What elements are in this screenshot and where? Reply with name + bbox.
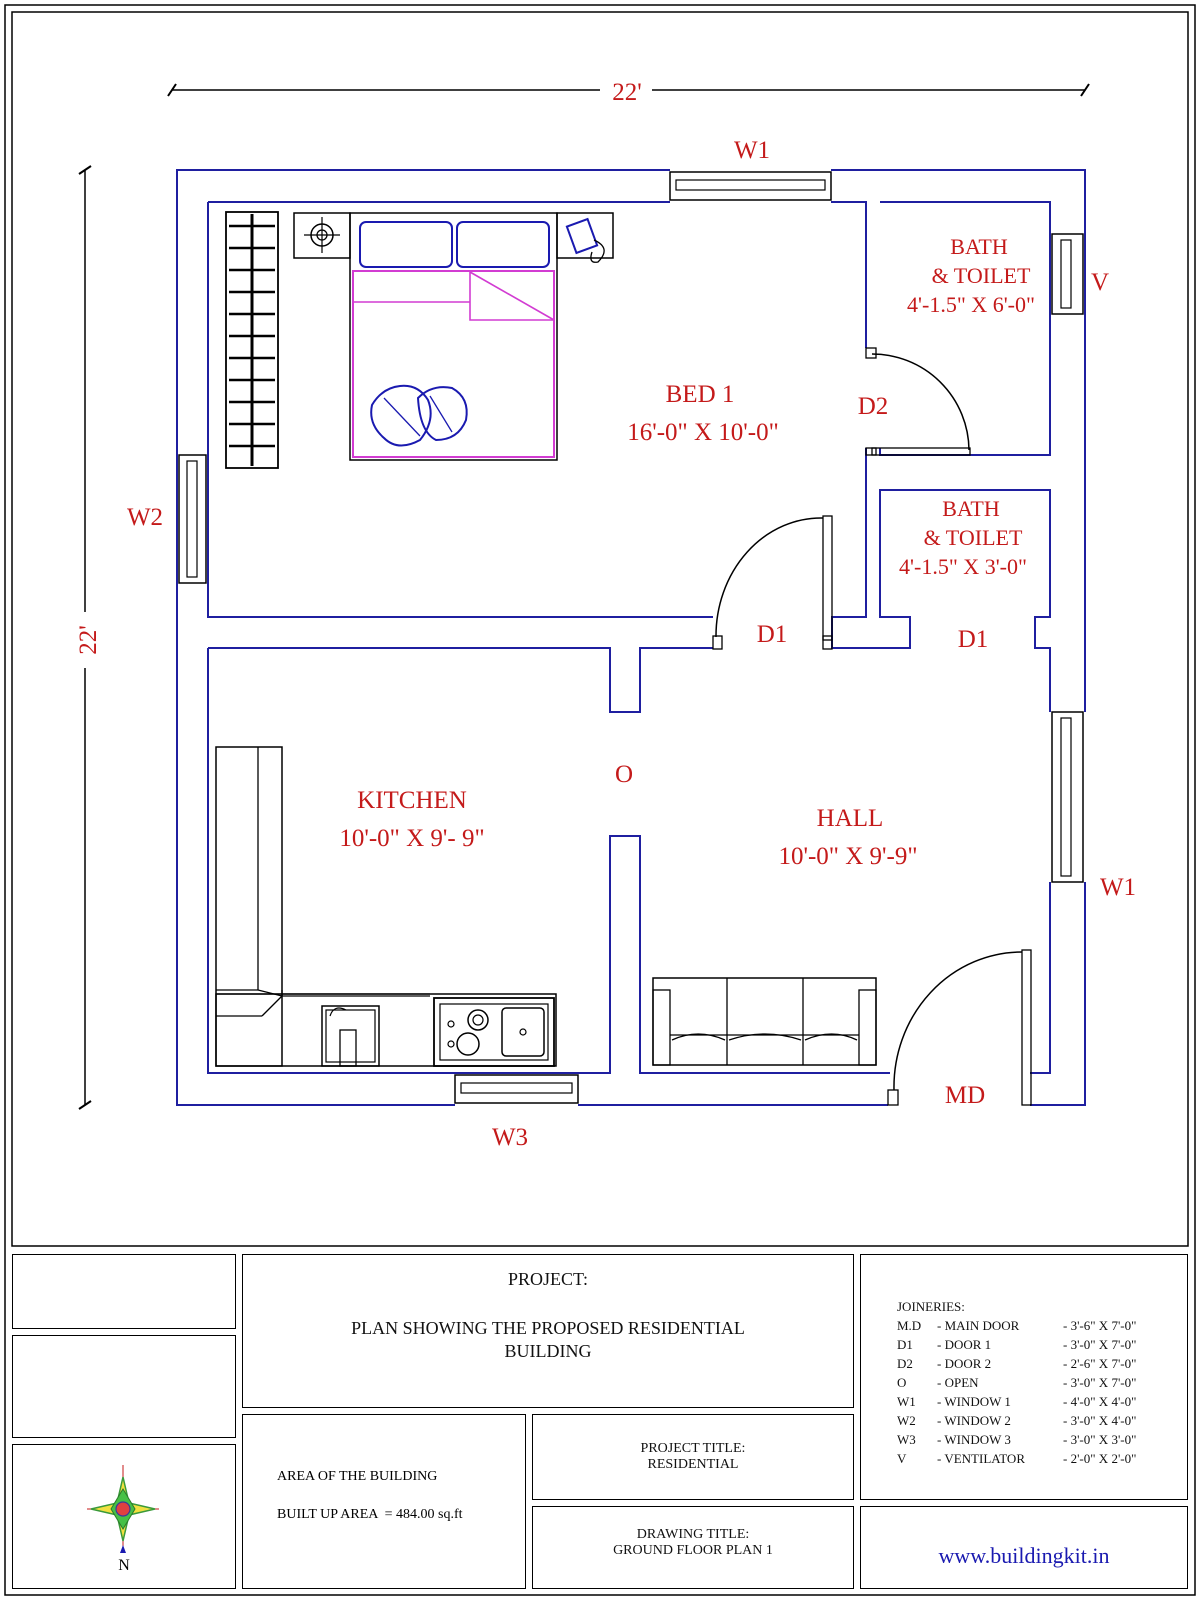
bath-1-name-line1: BATH xyxy=(950,234,1008,259)
bath-2-name-line2: & TOILET xyxy=(923,525,1023,550)
project-description-line1: PLAN SHOWING THE PROPOSED RESIDENTIAL xyxy=(351,1318,745,1338)
project-label: PROJECT: xyxy=(507,1269,589,1289)
joineries-label: JOINERIES: xyxy=(897,1299,965,1314)
joinery-code: D1 xyxy=(897,1337,913,1352)
bed xyxy=(350,213,557,460)
joinery-row xyxy=(897,1449,1136,1468)
compass-rose-icon xyxy=(83,1459,163,1559)
joinery-name: - OPEN xyxy=(937,1375,979,1390)
joinery-size: - 2'-6" X 7'-0" xyxy=(1063,1356,1137,1371)
blank-box-2 xyxy=(12,1335,236,1438)
joinery-size: - 3'-0" X 7'-0" xyxy=(1063,1337,1137,1352)
joinery-row xyxy=(897,1411,1136,1430)
area-box xyxy=(242,1414,526,1589)
label-d1-bath: D1 xyxy=(957,626,989,653)
label-d2: D2 xyxy=(857,393,889,420)
website-link[interactable]: www.buildingkit.in xyxy=(938,1543,1110,1568)
project-title-label: PROJECT TITLE: xyxy=(640,1441,746,1456)
hall-name: HALL xyxy=(816,805,884,832)
wardrobe xyxy=(226,212,278,468)
project-box xyxy=(242,1254,854,1408)
window-w2 xyxy=(179,455,206,583)
joinery-size: - 3'-6" X 7'-0" xyxy=(1063,1318,1137,1333)
joinery-size: - 4'-0" X 4'-0" xyxy=(1063,1394,1137,1409)
joinery-row xyxy=(897,1335,1136,1354)
bath-2-name-line1: BATH xyxy=(942,496,1000,521)
joinery-row xyxy=(897,1354,1136,1373)
project-description-line2: BUILDING xyxy=(504,1341,592,1361)
bath-2-size: 4'-1.5" X 3'-0" xyxy=(899,554,1027,579)
ventilator-v xyxy=(1052,234,1083,314)
drawing-title-value: GROUND FLOOR PLAN 1 xyxy=(613,1543,773,1558)
joinery-name: - DOOR 1 xyxy=(937,1337,992,1352)
area-label: AREA OF THE BUILDING xyxy=(277,1469,438,1484)
window-w1-right xyxy=(1052,712,1083,882)
joinery-name: - DOOR 2 xyxy=(937,1356,992,1371)
hall-size: 10'-0" X 9'-9" xyxy=(778,843,918,870)
joineries-box xyxy=(860,1254,1188,1500)
drawing-title-label: DRAWING TITLE: xyxy=(636,1527,750,1542)
label-w3: W3 xyxy=(491,1124,529,1151)
joinery-name: - WINDOW 1 xyxy=(937,1394,1011,1409)
north-arrow-box xyxy=(12,1444,236,1589)
label-d1-bedroom: D1 xyxy=(756,621,788,648)
joinery-row xyxy=(897,1316,1136,1335)
bedroom-size: 16'-0" X 10'-0" xyxy=(627,419,779,446)
joinery-row xyxy=(897,1373,1136,1392)
joineries-schedule xyxy=(897,1297,1136,1468)
joinery-code: W2 xyxy=(897,1413,916,1428)
joinery-row xyxy=(897,1392,1136,1411)
label-w1-right: W1 xyxy=(1099,874,1137,901)
joinery-name: - WINDOW 2 xyxy=(937,1413,1011,1428)
label-ventilator: V xyxy=(1090,269,1110,296)
joinery-size: - 2'-0" X 2'-0" xyxy=(1063,1451,1137,1466)
joinery-code: D2 xyxy=(897,1356,913,1371)
label-w1-top: W1 xyxy=(733,137,771,164)
label-main-door: MD xyxy=(944,1082,986,1109)
joinery-code: O xyxy=(897,1375,907,1390)
joinery-code: M.D xyxy=(897,1318,922,1333)
project-title-value: RESIDENTIAL xyxy=(647,1457,739,1472)
label-open: O xyxy=(614,761,634,788)
kitchen-name: KITCHEN xyxy=(357,787,467,814)
joinery-name: - MAIN DOOR xyxy=(937,1318,1020,1333)
joinery-size: - 3'-0" X 4'-0" xyxy=(1063,1413,1137,1428)
built-up-area: BUILT UP AREA = 484.00 sq.ft xyxy=(277,1507,463,1522)
joinery-code: W1 xyxy=(897,1394,916,1409)
window-w3 xyxy=(455,1075,578,1103)
drawing-frame xyxy=(12,12,1188,1246)
north-label: N xyxy=(118,1557,130,1574)
label-w2: W2 xyxy=(126,504,164,531)
bedroom-name: BED 1 xyxy=(665,381,735,408)
sofa xyxy=(653,978,876,1065)
joinery-code: W3 xyxy=(897,1432,916,1447)
bath-1-name-line2: & TOILET xyxy=(931,263,1031,288)
drawing-title-box xyxy=(532,1506,854,1589)
joinery-row xyxy=(897,1430,1136,1449)
website-box xyxy=(860,1506,1188,1589)
joinery-size: - 3'-0" X 3'-0" xyxy=(1063,1432,1137,1447)
refrigerator xyxy=(322,1006,379,1066)
blank-box-1 xyxy=(12,1254,236,1329)
width-dimension-label: 22' xyxy=(612,79,642,106)
joinery-name: - WINDOW 3 xyxy=(937,1432,1011,1447)
joinery-name: - VENTILATOR xyxy=(937,1451,1025,1466)
joinery-size: - 3'-0" X 7'-0" xyxy=(1063,1375,1137,1390)
side-table-right xyxy=(557,213,613,262)
side-table-left xyxy=(294,213,350,258)
project-title-box xyxy=(532,1414,854,1500)
height-dimension-label: 22' xyxy=(75,625,102,655)
stove-and-sink xyxy=(434,998,554,1066)
joinery-code: V xyxy=(897,1451,907,1466)
window-w1-top xyxy=(670,172,831,200)
kitchen-size: 10'-0" X 9'- 9" xyxy=(339,825,485,852)
bath-1-size: 4'-1.5" X 6'-0" xyxy=(907,292,1035,317)
